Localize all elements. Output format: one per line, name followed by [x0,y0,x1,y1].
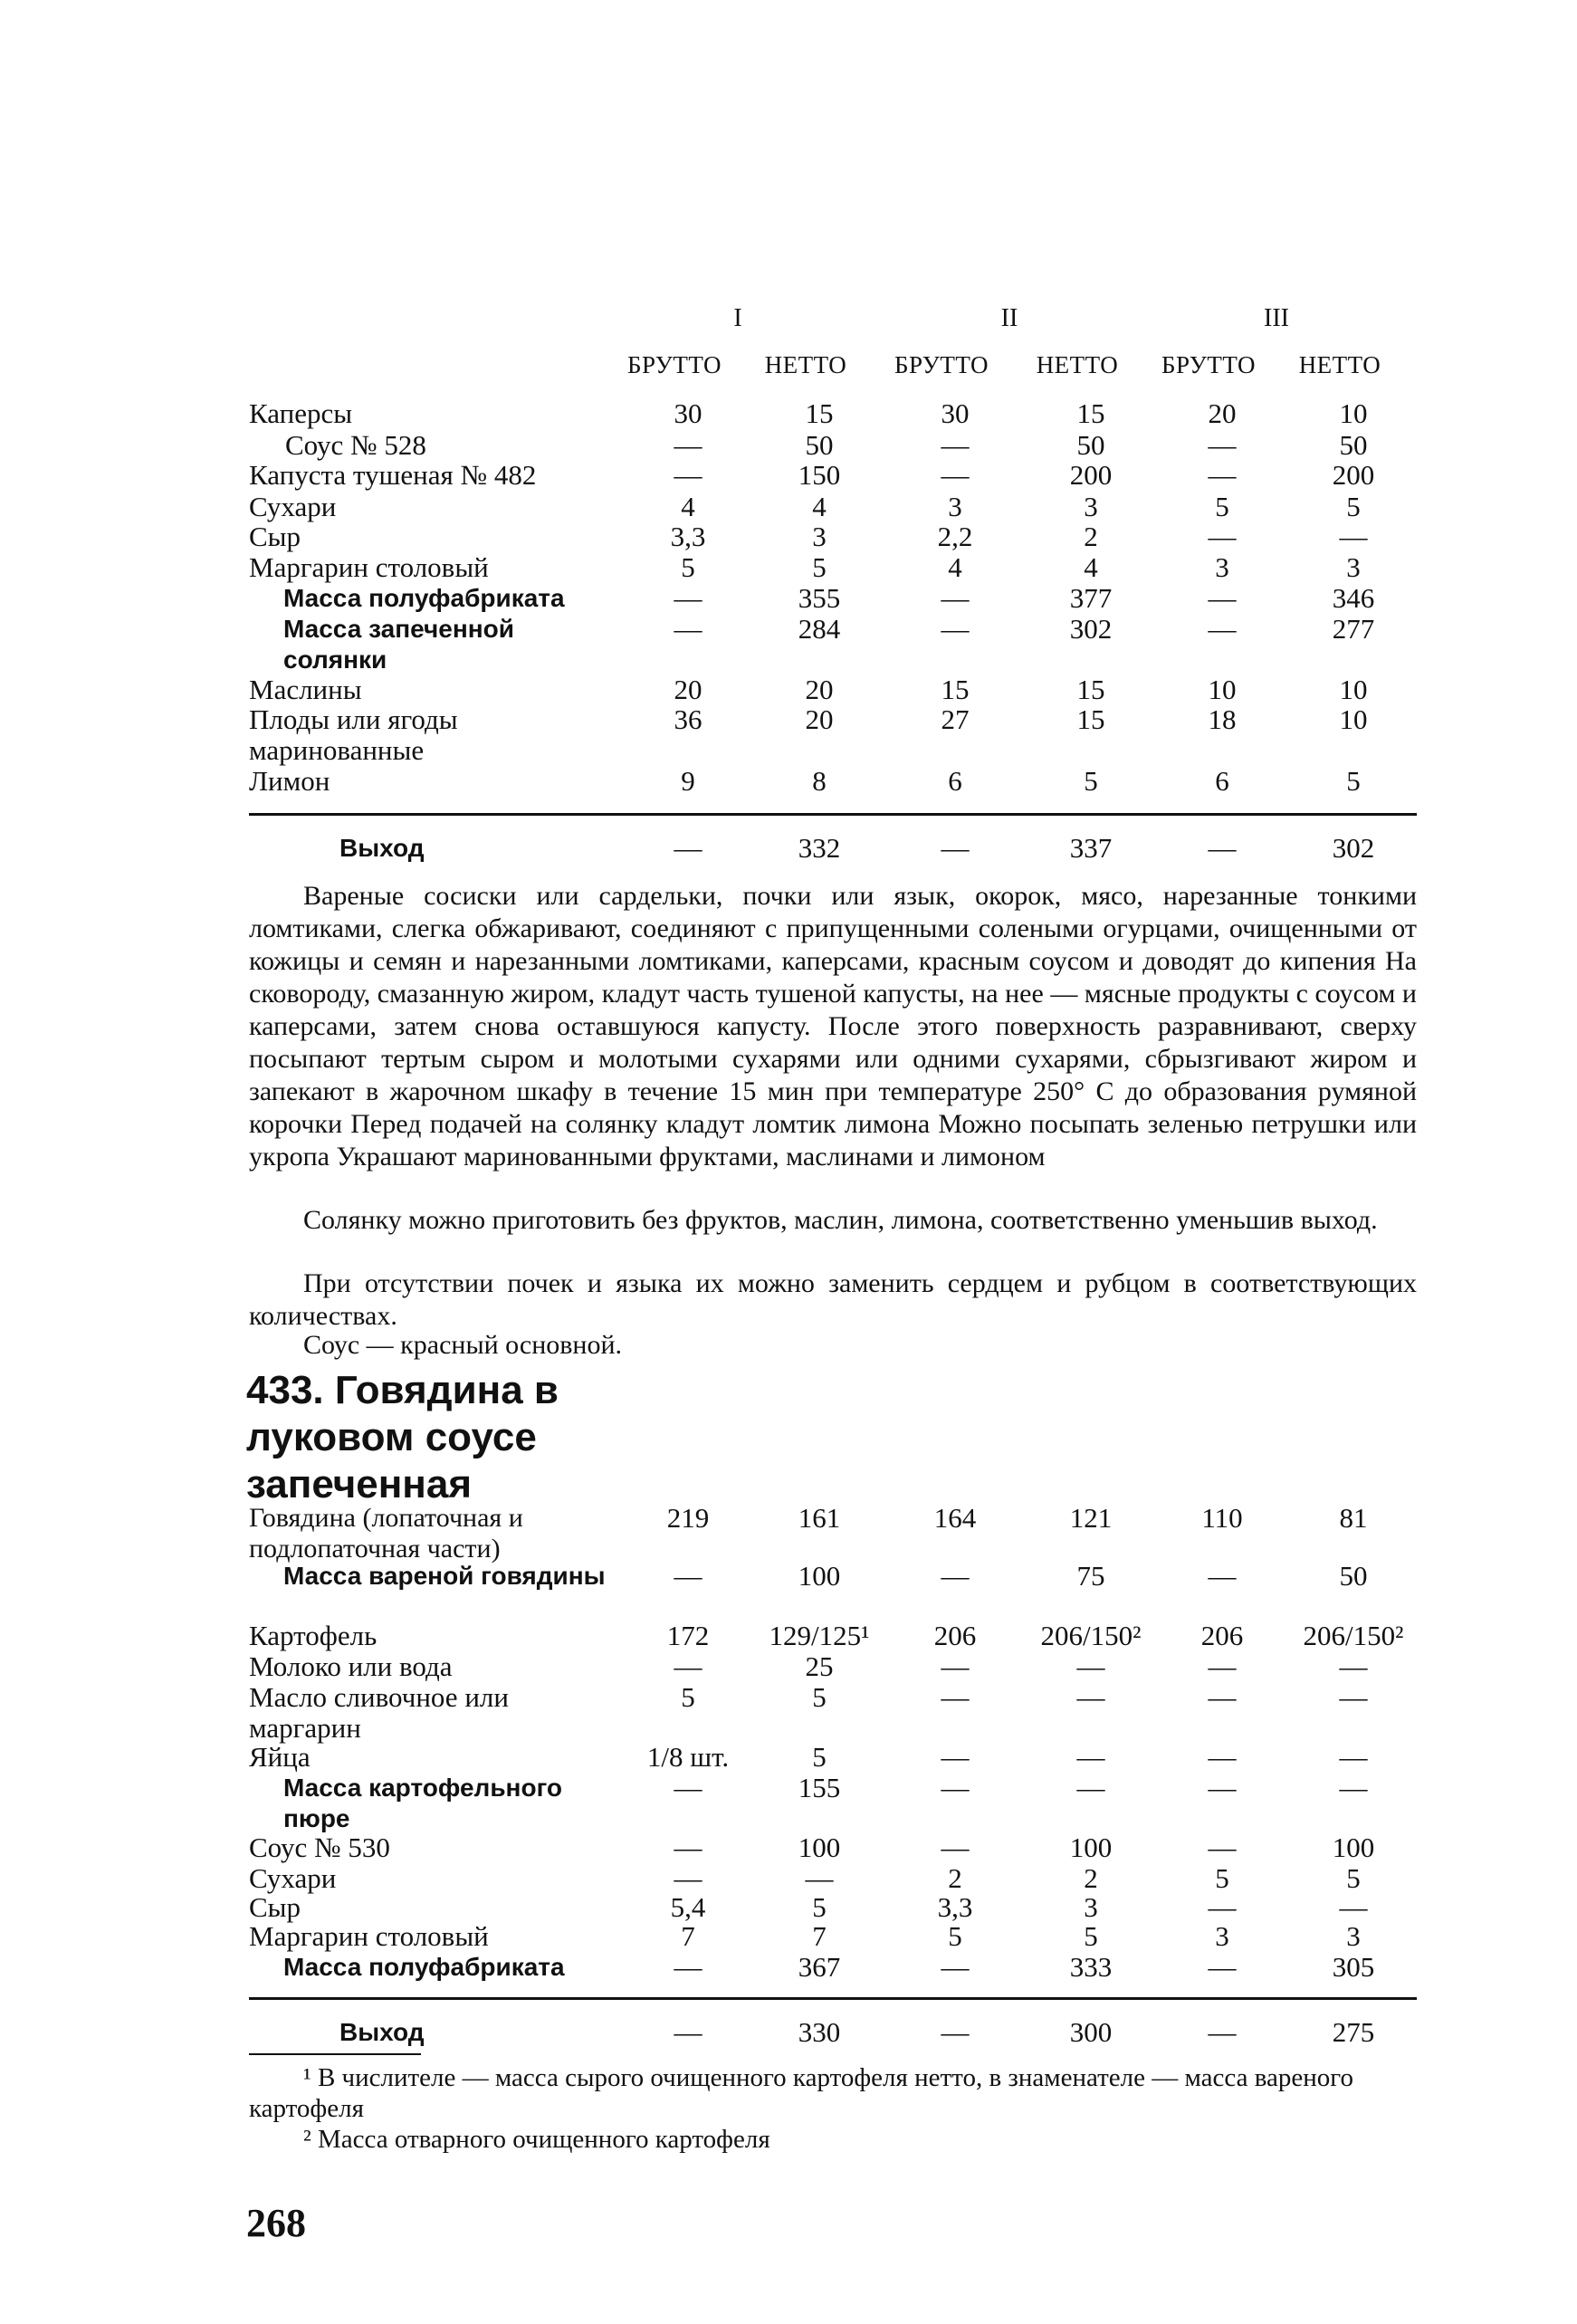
row-label: Масса запеченной солянки [283,615,514,674]
body-paragraph [249,880,1417,1173]
table-row [249,766,1417,799]
cell: — [1339,1891,1368,1923]
cell: 5 [1084,765,1098,797]
cell: — [1339,1650,1368,1682]
body-paragraph [249,1204,1417,1237]
cell: 100 [1069,1831,1113,1863]
cell: — [941,459,970,491]
cell: 150 [798,459,841,491]
cell: 346 [1332,582,1375,614]
table-row [249,398,1417,431]
table-row [249,1772,1417,1832]
cell: — [1208,429,1237,461]
cell: 20 [674,674,702,705]
cell: 330 [798,2016,841,2048]
cell: 121 [1069,1502,1113,1534]
cell: 5,4 [670,1891,706,1923]
table-row [249,1561,1417,1593]
cell: 200 [1332,459,1375,491]
footnote-divider [249,2053,421,2055]
cell: 20 [805,674,834,705]
cell: — [941,1560,970,1592]
cell: 5 [1215,1862,1229,1894]
cell: — [674,1831,702,1863]
page-number: 268 [246,2201,306,2245]
table-row [249,674,1417,707]
row-label: Выход [339,2018,425,2046]
cell: — [674,1560,702,1592]
cell: — [941,2016,970,2048]
cell: — [1076,1741,1105,1773]
row-label: Масса вареной говядины [283,1562,606,1590]
cell: 30 [674,397,702,429]
group-header-2: II [1000,304,1018,332]
cell: 81 [1339,1502,1368,1534]
cell: — [1076,1772,1105,1803]
row-label: Масса полуфабриката [283,584,565,612]
cell: — [941,429,970,461]
row-label: Сухари [249,491,337,522]
cell: — [674,1951,702,1983]
row-label: Соус № 528 [285,429,426,461]
row-label: Каперсы [249,397,353,429]
row-label: Маргарин столовый [249,1920,489,1952]
cell: 3 [1084,491,1098,522]
cell: 172 [666,1620,710,1651]
row-label: Говядина (лопаточная и подлопаточная части) [249,1503,523,1564]
cell: 10 [1208,674,1237,705]
cell: 5 [1084,1920,1098,1952]
cell: — [674,1862,702,1894]
cell: 3 [1084,1891,1098,1923]
cell: — [1208,1650,1237,1682]
table-row [249,703,1417,766]
cell: 4 [1084,551,1098,583]
cell: — [1339,1681,1368,1713]
subhead-brutto-2: БРУТТО [894,351,989,378]
cell: 275 [1332,2016,1375,2048]
footnote: ¹ В числителе — масса сырого очищенного картофеля нетто, в знаменателе — масса вареного картофеля [249,2063,1353,2123]
cell: 305 [1332,1951,1375,1983]
row-label: Плоды или ягоды маринованные [249,703,458,766]
row-label: Масса картофельного пюре [283,1774,562,1832]
cell: 100 [798,1560,841,1592]
cell: 5 [1346,1862,1361,1894]
cell: 2 [1084,1862,1098,1894]
footnote: ² Масса отварного очищенного картофеля [303,2125,770,2154]
cell: 50 [1339,429,1368,461]
subhead-brutto-1: БРУТТО [626,351,722,378]
cell: 206/150² [1040,1620,1142,1651]
cell: 206 [933,1620,977,1651]
row-label: Яйца [249,1741,311,1773]
cell: — [1208,521,1237,552]
cell: 5 [812,1741,827,1773]
row-label: Картофель [249,1620,378,1651]
cell: 3 [812,521,827,552]
group-header-1: I [733,304,742,332]
cell: 15 [941,674,970,705]
row-label: Масло сливочное или маргарин [249,1681,509,1744]
cell: — [1076,1681,1105,1713]
cell: 3 [1346,551,1361,583]
table-row [249,1863,1417,1896]
table-row [249,1952,1417,1984]
cell: 3 [1215,1920,1229,1952]
cell: 20 [805,703,834,735]
cell: 27 [941,703,970,735]
cell: — [1076,1650,1105,1682]
cell: — [941,613,970,645]
cell: 15 [1076,397,1105,429]
table-row [249,492,1417,524]
cell: — [941,1772,970,1803]
table-row [249,1742,1417,1774]
cell: — [1208,1741,1237,1773]
cell: 100 [1332,1831,1375,1863]
cell: 1/8 шт. [646,1741,730,1773]
subhead-brutto-3: БРУТТО [1161,351,1257,378]
cell: 332 [798,832,841,864]
cell: 15 [805,397,834,429]
table-row [249,1832,1417,1865]
cell: — [674,2016,702,2048]
cell: — [941,1650,970,1682]
cell: 25 [805,1650,834,1682]
cell: 3,3 [670,521,706,552]
cell: 4 [681,491,695,522]
cell: 302 [1069,613,1113,645]
table-divider [249,813,1417,816]
cell: 10 [1339,703,1368,735]
cell: 2 [1084,521,1098,552]
body-paragraph [249,1267,1417,1333]
row-label: Лимон [249,765,330,797]
cell: — [1208,1831,1237,1863]
cell: 5 [948,1920,962,1952]
cell: 20 [1208,397,1237,429]
subhead-netto-2: НЕТТО [1036,351,1119,378]
cell: — [674,613,702,645]
cell: — [941,832,970,864]
cell: — [674,429,702,461]
cell: 377 [1069,582,1113,614]
cell: 2 [948,1862,962,1894]
cell: 129/125¹ [769,1620,870,1651]
cell: 50 [1339,1560,1368,1592]
table-row [249,1921,1417,1954]
group-header-3: III [1264,304,1289,332]
output-row [249,833,1417,866]
cell: 200 [1069,459,1113,491]
cell: — [1208,1772,1237,1803]
row-label: Масса полуфабриката [283,1953,565,1981]
cell: — [1208,459,1237,491]
cell: — [674,832,702,864]
table-row [249,1681,1417,1744]
cell: 100 [798,1831,841,1863]
cell: — [941,1681,970,1713]
cell: 5 [681,1681,695,1713]
cell: — [674,1650,702,1682]
cell: 3 [948,491,962,522]
cell: 5 [812,551,827,583]
cell: — [1208,1891,1237,1923]
cell: — [941,582,970,614]
table-row [249,1651,1417,1684]
row-label: Выход [339,834,425,862]
table-row [249,1502,1417,1564]
row-label: Маргарин столовый [249,551,489,583]
cell: 300 [1069,2016,1113,2048]
subhead-netto-1: НЕТТО [764,351,847,378]
row-label: Сыр [249,1891,301,1923]
cell: — [941,1831,970,1863]
cell: 10 [1339,397,1368,429]
paragraph-text: Вареные сосиски или сардельки, почки или язык, окорок, мясо, нарезанные тонкими ломтиками, слегка обжаривают, соединяют с припущенными солеными огурцами, очищенными от кожицы и семян и нарезанными ломтиками, каперсами, красным соусом и доводят до кипения На сковороду, смазанную жиром, кладут часть тушеной капусты, на нее — мясные продукты с соусом и каперсами, затем снова оставшуюся капусту. После этого поверхность разравнивают, сверху посыпают тертым сыром и молотыми сухарями или одними сухарями, сбрызгивают жиром и запекают в жарочном шкафу в течение 15 мин при температуре 250° С до образования румяной корочки Перед подачей на солянку кладут ломтик лимона Можно посыпать зеленью петрушки или укропа Украшают маринованными фруктами, маслинами и лимоном [249,881,1417,1172]
cell: 6 [948,765,962,797]
cell: 6 [1215,765,1229,797]
table-row [249,521,1417,554]
cell: — [674,582,702,614]
cell: 15 [1076,674,1105,705]
paragraph-text: Соус — красный основной. [303,1330,623,1360]
cell: 7 [812,1920,827,1952]
cell: 3 [1215,551,1229,583]
cell: 161 [798,1502,841,1534]
cell: 3 [1346,1920,1361,1952]
row-label: Соус № 530 [249,1831,390,1863]
cell: — [1208,832,1237,864]
cell: 302 [1332,832,1375,864]
cell: 5 [812,1681,827,1713]
cell: 5 [681,551,695,583]
cell: 367 [798,1951,841,1983]
cell: — [805,1862,834,1894]
cell: 7 [681,1920,695,1952]
cell: 155 [798,1772,841,1803]
cell: 18 [1208,703,1237,735]
cell: — [1339,1772,1368,1803]
cell: 3,3 [937,1891,973,1923]
cell: — [674,459,702,491]
cell: — [1208,582,1237,614]
row-label: Капуста тушеная № 482 [249,459,537,491]
cell: — [1208,1681,1237,1713]
cell: — [941,1741,970,1773]
body-paragraph [249,1329,1417,1362]
cell: 75 [1076,1560,1105,1592]
cell: 15 [1076,703,1105,735]
cell: 2,2 [937,521,973,552]
output-row [249,2017,1417,2050]
cell: 50 [1076,429,1105,461]
cell: 206/150² [1303,1620,1404,1651]
cell: — [1208,1560,1237,1592]
row-label: Молоко или вода [249,1650,453,1682]
cell: 284 [798,613,841,645]
cell: 206 [1200,1620,1244,1651]
cell: 110 [1201,1502,1243,1534]
cell: 5 [812,1891,827,1923]
subhead-netto-3: НЕТТО [1298,351,1381,378]
cell: 50 [805,429,834,461]
paragraph-text: При отсутствии почек и языка их можно заменить сердцем и рубцом в соответствующих количествах. [249,1268,1417,1331]
row-label: Сухари [249,1862,337,1894]
cell: — [1208,613,1237,645]
cell: 36 [674,703,702,735]
table-row [249,552,1417,585]
cell: 4 [948,551,962,583]
cell: 9 [681,765,695,797]
cell: 164 [933,1502,977,1534]
section-title: 433. Говядина в луковом соусе запеченная [246,1368,559,1506]
cell: — [1339,1741,1368,1773]
paragraph-text: Солянку можно приготовить без фруктов, маслин, лимона, соответственно уменьшив выход. [303,1205,1378,1235]
table-row [249,613,1417,674]
cell: 5 [1215,491,1229,522]
cell: 355 [798,582,841,614]
cell: — [1208,2016,1237,2048]
cell: 30 [941,397,970,429]
cell: — [674,1772,702,1803]
cell: 4 [812,491,827,522]
cell: 5 [1346,765,1361,797]
cell: — [1208,1951,1237,1983]
cell: 10 [1339,674,1368,705]
table-row [249,1621,1417,1653]
table-row [249,583,1417,616]
table-row [249,430,1417,463]
table-divider [249,1997,1417,2000]
cell: 5 [1346,491,1361,522]
cell: 337 [1069,832,1113,864]
cell: 8 [812,765,827,797]
row-label: Маслины [249,674,362,705]
cell: 219 [666,1502,710,1534]
cell: 277 [1332,613,1375,645]
cell: — [1339,521,1368,552]
table-row [249,460,1417,493]
cell: 333 [1069,1951,1113,1983]
cell: — [941,1951,970,1983]
row-label: Сыр [249,521,301,552]
